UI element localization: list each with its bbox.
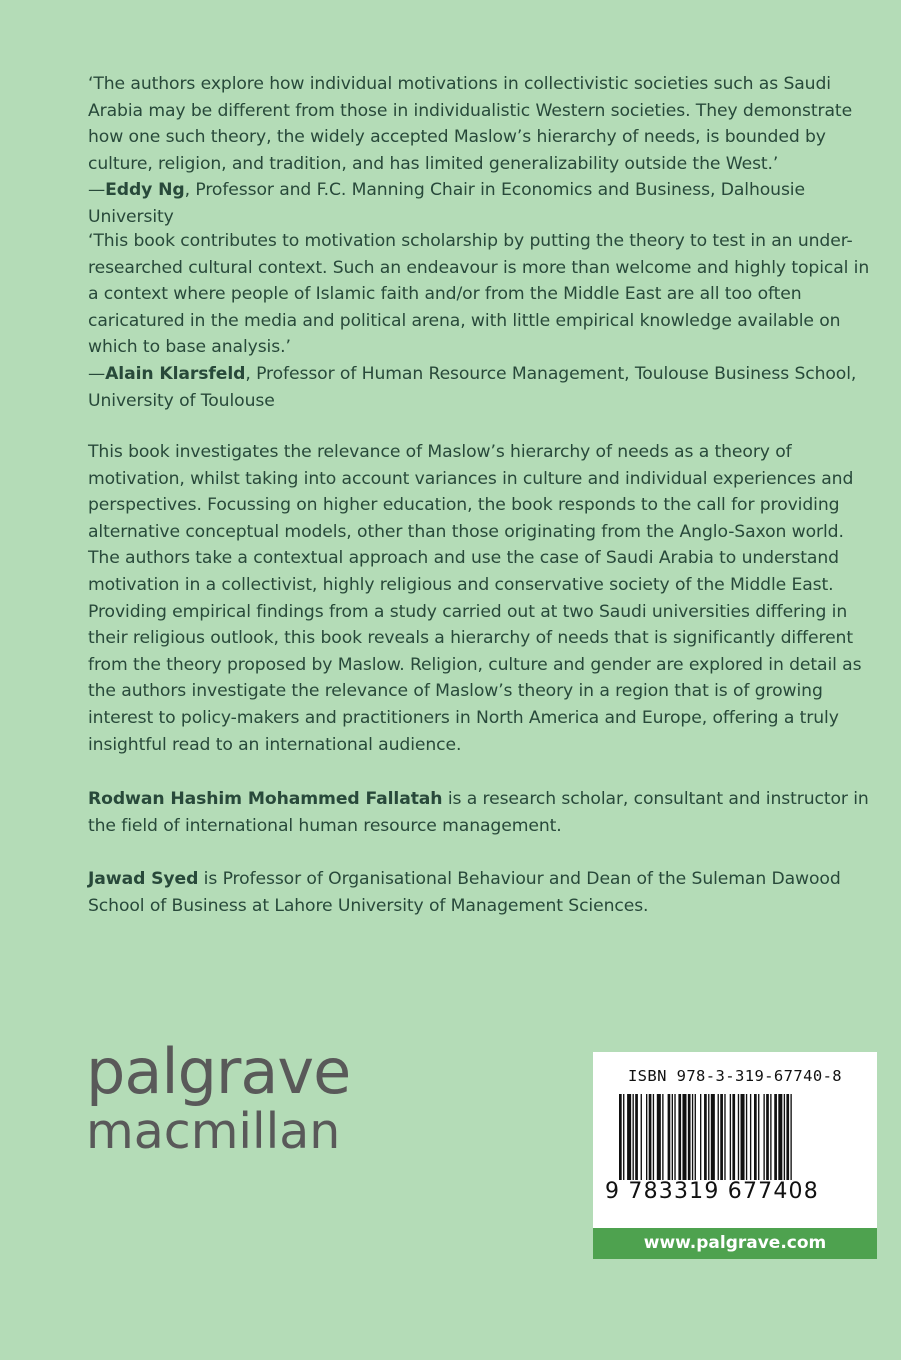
publisher-logo (86, 1035, 351, 1160)
quote-1-author: Eddy Ng (105, 180, 185, 201)
publisher-logo-line2: macmillan (86, 1103, 341, 1160)
author-1-name: Rodwan Hashim Mohammed Fallatah (88, 789, 443, 809)
quote-1-text: ‘The authors explore how individual motivations in collectivistic societies such as Saudi Arabia may be different from those in individualistic Western societies. They demonstrate how one such theory, the widely accepted Maslow’s hierarchy of needs, is bounded by culture, religion, and tradition, and has limited generalizability outside the West.’ (88, 74, 853, 174)
author-2-name: Jawad Syed (88, 869, 199, 889)
author-bio-1 (88, 786, 878, 839)
quote-1-affiliation: , Professor and F.C. Manning Chair in Economics and Business, Dalhousie University (88, 180, 805, 227)
barcode-icon (619, 1094, 851, 1180)
endorsement-quote-2 (88, 228, 878, 414)
quote-1-dash: — (88, 180, 106, 201)
publisher-logo-line1: palgrave (86, 1035, 351, 1108)
endorsement-quote-1 (88, 71, 878, 231)
book-description (88, 439, 878, 758)
quote-2-affiliation: , Professor of Human Resource Management, Toulouse Business School, University of Toulouse (88, 363, 857, 411)
quote-2-author: Alain Klarsfeld (105, 363, 246, 384)
barcode-digits: 9 783319 677408 (605, 1179, 819, 1204)
author-bio-2 (88, 866, 878, 919)
quote-2-text: ‘This book contributes to motivation scholarship by putting the theory to test in an under-researched cultural context. Such an endeavour is more than welcome and highly topical in a context where people of Islamic faith and/or from the Middle East are all too often caricatured in the media and political arena, with little empirical knowledge available on which to base analysis.’ (88, 231, 870, 358)
author-2-bio-text: is Professor of Organisational Behaviour and Dean of the Suleman Dawood School of Business at Lahore University of Management Sciences. (88, 869, 841, 916)
isbn-label: ISBN 978-3-319-67740-8 (627, 1067, 843, 1085)
publisher-website: www.palgrave.com (593, 1228, 877, 1259)
description-text: This book investigates the relevance of Maslow’s hierarchy of needs as a theory of motivation, whilst taking into account variances in culture and individual experiences and perspectives. Focussing on higher education, the book responds to the call for providing alternative conceptual models, other than those originating from the Anglo-Saxon world. The authors take a contextual approach and use the case of Saudi Arabia to understand motivation in a collectivist, highly religious and conservative society of the Middle East. Providing empirical findings from a study carried out at two Saudi universities differing in their religious outlook, this book reveals a hierarchy of needs that is significantly different from the theory proposed by Maslow. Religion, culture and gender are explored in detail as the authors investigate the relevance of Maslow’s theory in a region that is of growing interest to policy-makers and practitioners in North America and Europe, offering a truly insightful read to an international audience. (88, 442, 862, 755)
author-1-bio-text: is a research scholar, consultant and instructor in the field of international human resource management. (88, 789, 869, 836)
quote-2-dash: — (88, 363, 106, 384)
